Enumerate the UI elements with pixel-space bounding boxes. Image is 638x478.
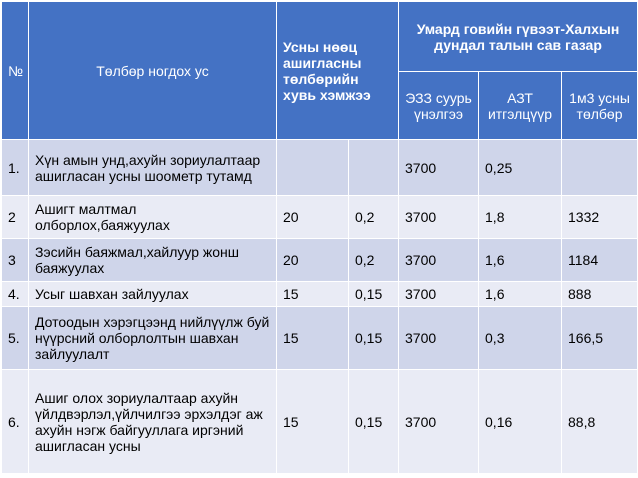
table-row xyxy=(2,282,638,307)
water-fee-table xyxy=(1,1,638,474)
row-number: 5. xyxy=(2,307,29,370)
row-base: 3700 xyxy=(399,196,479,239)
row-coef: 0,16 xyxy=(479,370,562,474)
row-base: 3700 xyxy=(399,282,479,307)
row-name: Ашигт малтмал олборлох,баяжуулах xyxy=(29,196,277,239)
row-percent-2: 0,15 xyxy=(349,282,399,307)
fee-table-container xyxy=(1,1,637,474)
table-row xyxy=(2,307,638,370)
row-base: 3700 xyxy=(399,307,479,370)
row-percent-2 xyxy=(349,140,399,196)
row-coef: 1,8 xyxy=(479,196,562,239)
header-share: Усны нөөц ашигласны төлбөрийн хувь хэмжээ xyxy=(277,2,399,140)
row-name: Зэсийн баяжмал,хайлуур жонш баяжуулах xyxy=(29,239,277,282)
row-fee xyxy=(562,140,638,196)
header-region: Умард говийн гүвээт-Халхын дундал талын сав газар xyxy=(399,2,638,72)
row-coef: 1,6 xyxy=(479,282,562,307)
row-fee: 166,5 xyxy=(562,307,638,370)
row-number: 1. xyxy=(2,140,29,196)
row-number: 3 xyxy=(2,239,29,282)
row-fee: 888 xyxy=(562,282,638,307)
row-number: 2 xyxy=(2,196,29,239)
row-percent-2: 0,15 xyxy=(349,307,399,370)
row-name: Ашиг олох зориулалтаар ахуйн үйлдвэрлэл,үйлчилгээ эрхэлдэг аж ахуйн нэгж байгууллага иргэний ашигласан усны xyxy=(29,370,277,474)
table-row xyxy=(2,370,638,474)
header-number: № xyxy=(2,2,29,140)
row-name: Хүн амын унд,ахуйн зориулалтаар ашигласан усны шоометр тутамд xyxy=(29,140,277,196)
table-row xyxy=(2,239,638,282)
row-number: 6. xyxy=(2,370,29,474)
header-water: Төлбөр ногдох ус xyxy=(29,2,277,140)
header-fee: 1м3 усны төлбөр xyxy=(562,72,638,140)
row-percent-1: 20 xyxy=(277,196,349,239)
row-name: Усыг шавхан зайлуулах xyxy=(29,282,277,307)
row-coef: 1,6 xyxy=(479,239,562,282)
header-base: ЭЗЗ суурь үнэлгээ xyxy=(399,72,479,140)
row-fee: 88,8 xyxy=(562,370,638,474)
row-percent-2: 0,2 xyxy=(349,239,399,282)
row-base: 3700 xyxy=(399,239,479,282)
row-base: 3700 xyxy=(399,370,479,474)
row-percent-1: 15 xyxy=(277,307,349,370)
row-name: Дотоодын хэрэгцээнд нийлүүлж буй нүүрсний олборлолтын шавхан зайлуулалт xyxy=(29,307,277,370)
row-percent-2: 0,2 xyxy=(349,196,399,239)
row-percent-1: 20 xyxy=(277,239,349,282)
table-row xyxy=(2,196,638,239)
row-number: 4. xyxy=(2,282,29,307)
row-coef: 0,3 xyxy=(479,307,562,370)
row-fee: 1332 xyxy=(562,196,638,239)
row-percent-1 xyxy=(277,140,349,196)
row-percent-2: 0,15 xyxy=(349,370,399,474)
header-coef: АЗТ итгэлцүүр xyxy=(479,72,562,140)
row-coef: 0,25 xyxy=(479,140,562,196)
row-fee: 1184 xyxy=(562,239,638,282)
table-row xyxy=(2,140,638,196)
row-percent-1: 15 xyxy=(277,282,349,307)
row-base: 3700 xyxy=(399,140,479,196)
row-percent-1: 15 xyxy=(277,370,349,474)
